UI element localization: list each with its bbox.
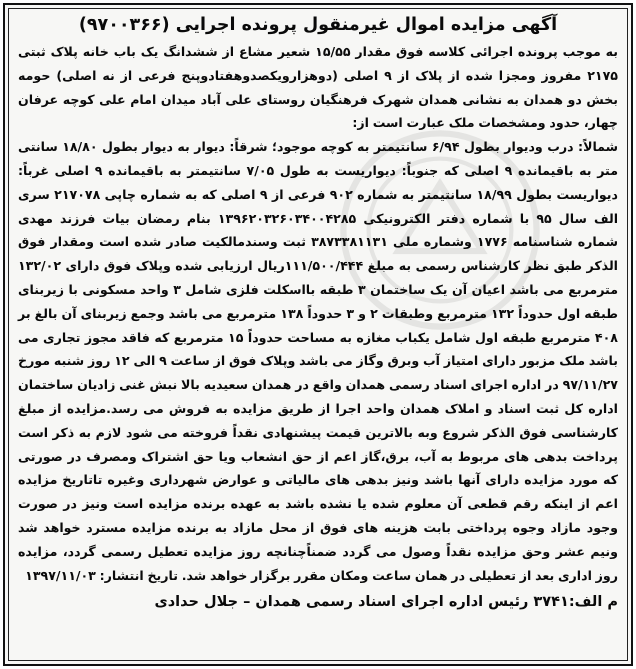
notice-main-paragraph: شمالاً: درب ودیوار بطول ۶/۹۴ سانتیمتر به کوچه موجود؛ شرقاً: دیوار به دیوار بطول ۱۸/۸۰ سانتی متر به باقیمانده ۹ اصلی که جنوباً: دیواریست به طول ۷/۰۵ سانتیمتر به باقیمانده ۹ اصلی غرباً: دیواریست بطول ۱۸/۹۹ سانتیمتر به شماره ۹۰۲ فرعی از ۹ اصلی که به شماره چاپی ۲۱۷۰۷۸ سری الف سال ۹۵ با شماره دفتر الکترونیکی ۱۳۹۶۲۰۳۲۶۰۳۴۰۰۴۲۸۵ بنام رمضان بیات فرزند مهدی شماره شناسنامه ۱۷۷۶ وشماره ملی ۳۸۷۳۳۸۱۱۳۱ ثبت وسندمالکیت صادر شده است ومقدار فوق الذکر طبق نظر کارشناس رسمی به مبلغ ۱۱۱/۵۰۰/۴۴۴ریال ارزیابی شده وپلاک فوق دارای ۱۳۲/۰۲ مترمربع می باشد اعیان آن یک ساختمان ۳ طبقه بااسکلت فلزی شامل ۳ واحد مسکونی با زیربنای طبقه اول حدوداً ۱۳۲ مترمربع وطبقات ۲ و ۳ حدوداً ۱۳۸ مترمربع می باشد وجمع زیربنای آن بالغ بر ۴۰۸ مترمربع طبقه اول شامل یکباب مغازه به مساحت حدوداً ۱۵ مترمربع که فاقد مجوز تجاری می باشد ملک مزبور دارای امتیاز آب وبرق وگاز می باشد وپلاک فوق از ساعت ۹ الی ۱۲ روز شنبه مورخ ۹۷/۱۱/۲۷ در اداره اجرای اسناد رسمی همدان واقع در همدان سعیدیه بالا نبش غنی زادیان ساختمان اداره کل ثبت اسناد و املاک همدان واحد اجرا از طریق مزایده به فروش می رسد.مزایده از مبلغ کارشناسی فوق الذکر شروع وبه بالاترین قیمت پیشنهادی نقداً فروخته می شود لازم به ذکر است پرداخت بدهی های مربوط به آب، برق،گاز اعم از حق انشعاب ویا حق اشتراک ومصرف در صورتی که مورد مزایده دارای آنها باشد ونیز بدهی های مالیاتی و عوارض شهرداری وغیره تاتاریخ مزایده اعم از اینکه رقم قطعی آن معلوم شده یا نشده باشد به عهده برنده مزایده است ونیز در صورت وجود مازاد وجوه پرداختی بابت هزینه های فوق از محل مازاد به برنده مزایده مسترد خواهد شد ونیم عشر وحق مزایده نقداً وصول می گردد ضمناًچنانچه روز مزایده تعطیل رسمی گردد، مزایده روز اداری بعد از تعطیلی در همان ساعت ومکان مقرر برگزار خواهد شد. تاریخ انتشار: ۱۳۹۷/۱۱/۰۳ xyxy=(18,139,619,583)
notice-frame xyxy=(3,3,633,666)
notice-body-container xyxy=(8,8,628,661)
notice-intro-paragraph: به موجب پرونده اجرائی کلاسه فوق مقدار ۱۵/۵۵ شعیر مشاع از ششدانگ یک باب خانه پلاک ثبتی ۲۱۷۵ مفروز ومجزا شده از پلاک از ۹ اصلی (دوهزارویکصدوهفتادوپنج فرعی از نه اصلی) حومه بخش دو همدان به نشانی همدان شهرک فرهنگیان روستای علی آباد میدان امام علی کوچه عرفان چهار، حدود ومشخصات ملک عبارت است از: xyxy=(18,44,618,131)
notice-signature-line: م الف:۳۷۴۱ رئیس اداره اجرای اسناد رسمی همدان – جلال حدادی xyxy=(154,594,618,611)
notice-title: آگهی مزایده اموال غیرمنقول پرونده اجرایی (۹۷۰۰۳۶۶) xyxy=(78,15,558,35)
